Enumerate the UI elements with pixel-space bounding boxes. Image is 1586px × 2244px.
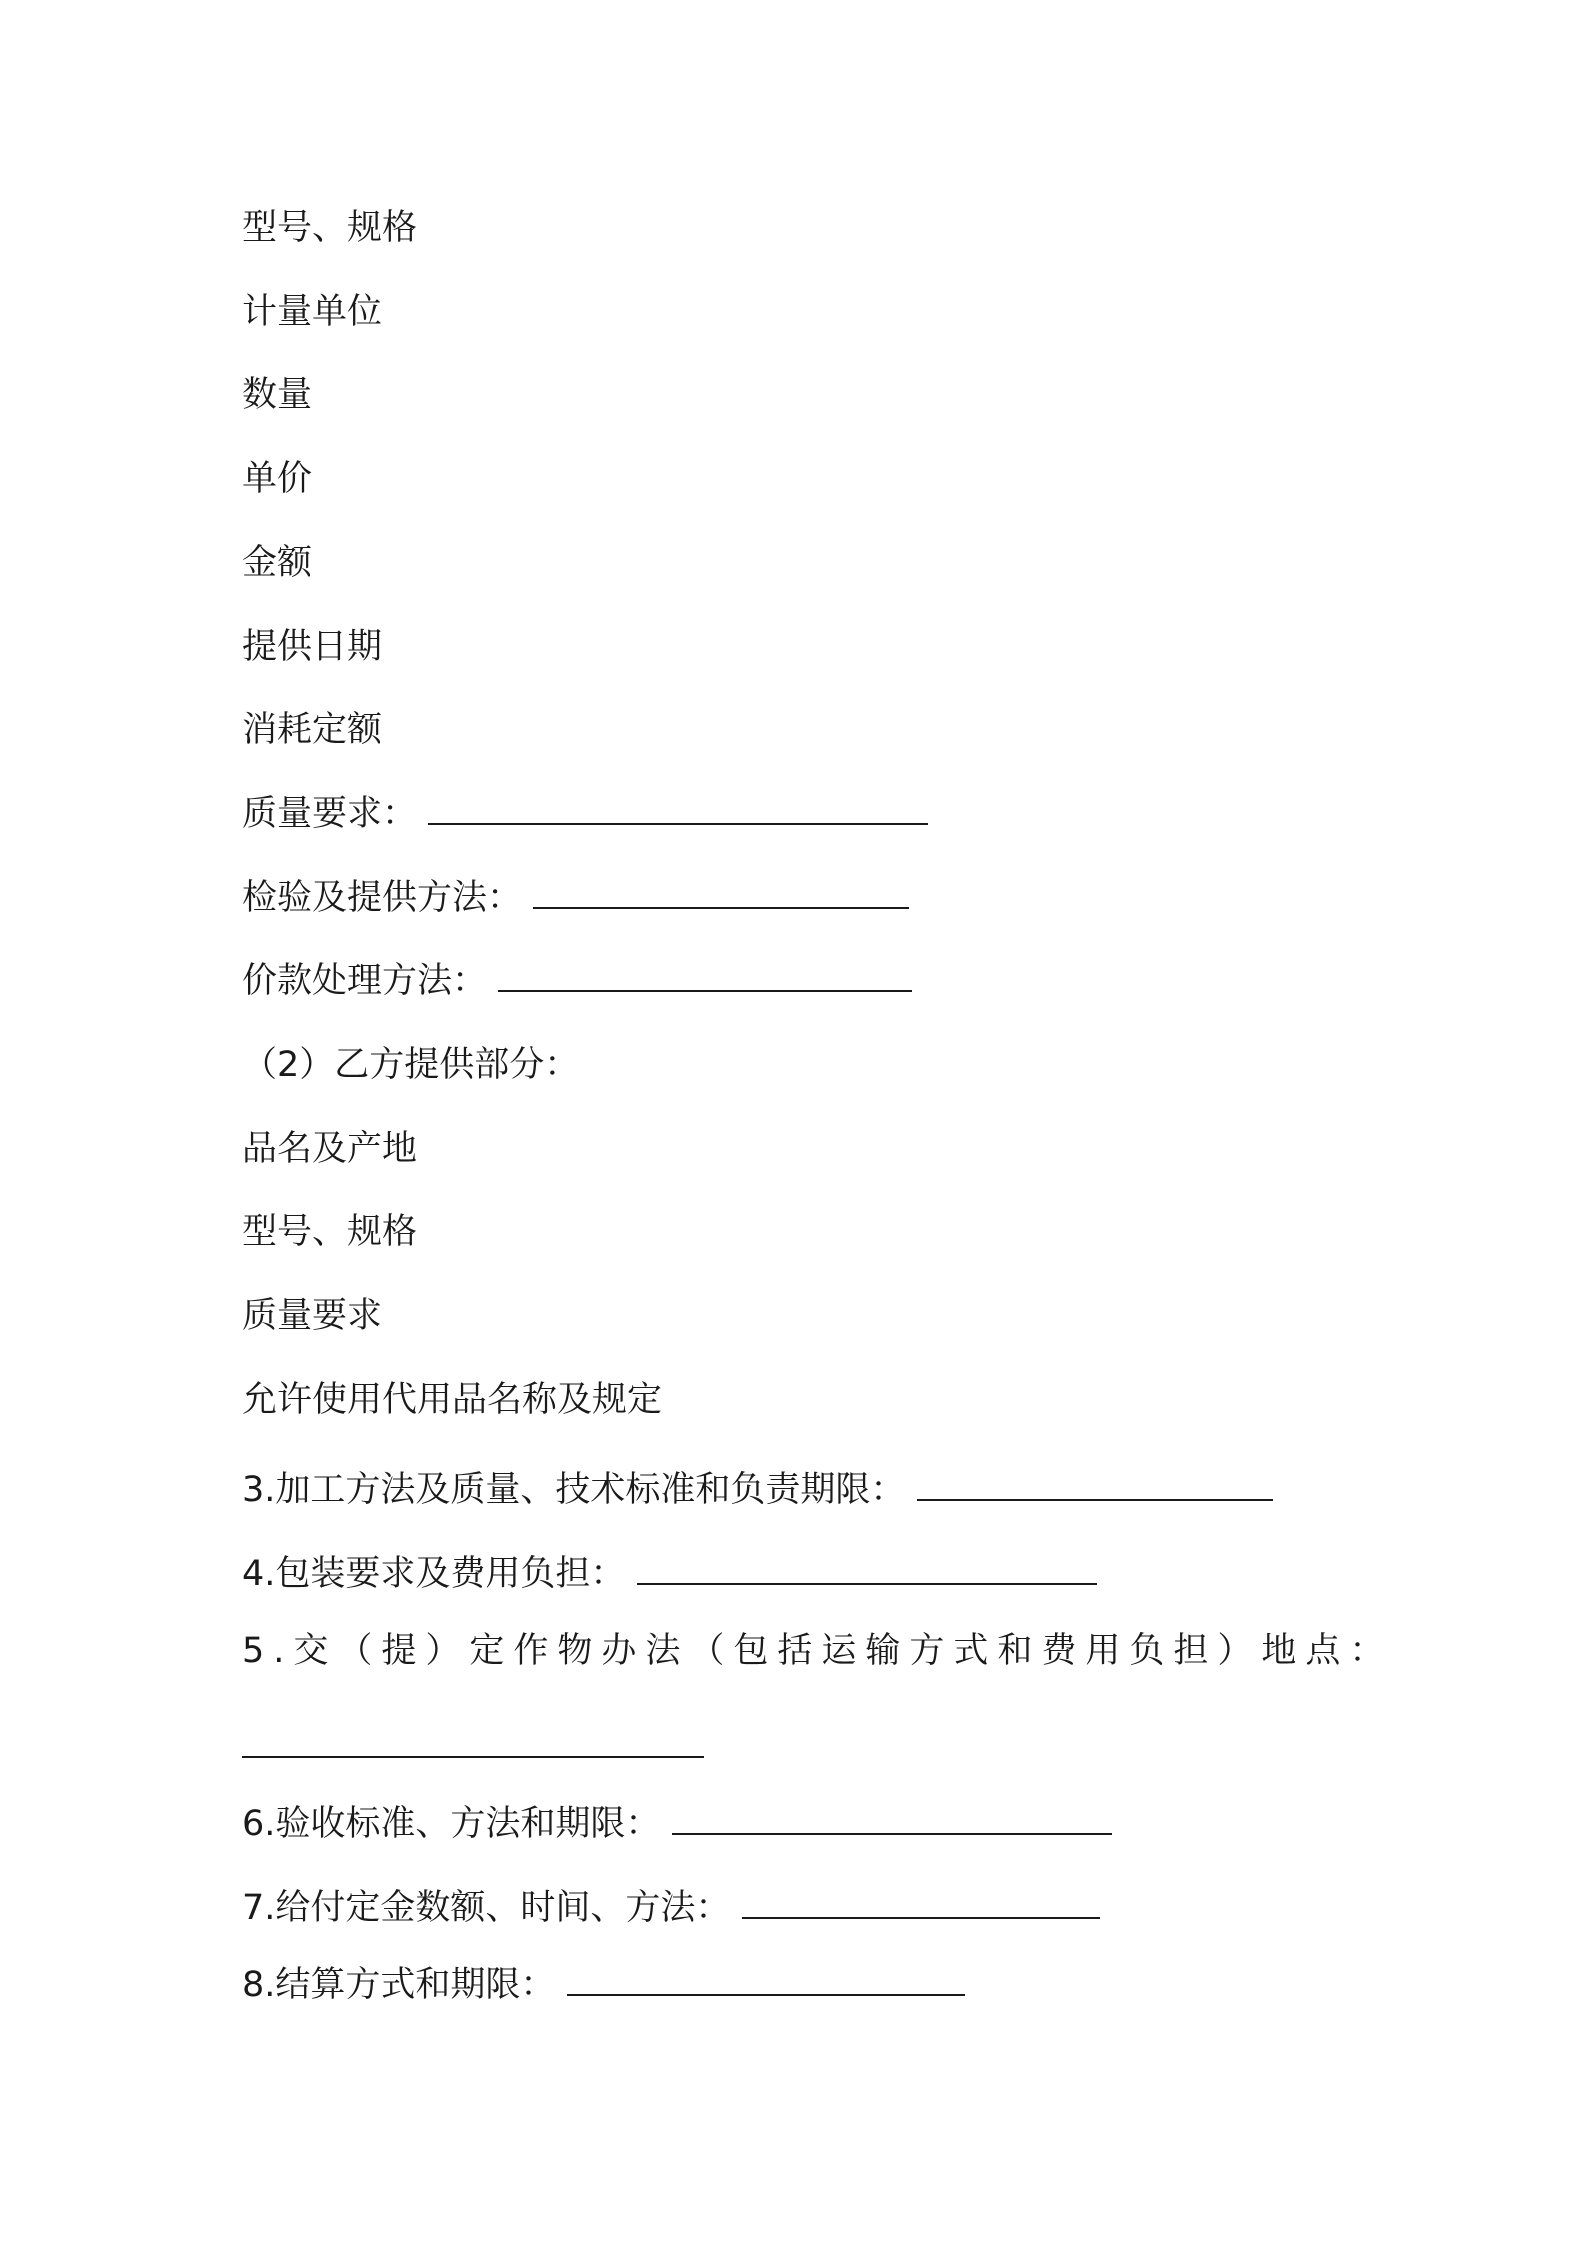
line-text: 3.加工方法及质量、技术标准和负责期限： (242, 1470, 906, 1510)
fill-in-blank[interactable] (637, 1553, 1097, 1585)
line-amount (242, 541, 312, 585)
fill-in-blank[interactable] (242, 1726, 704, 1758)
line-text: 数量 (242, 375, 313, 415)
line-substitute-rules (242, 1378, 662, 1422)
line-item-5-blank (242, 1725, 704, 1769)
line-model-spec-b (242, 1210, 417, 1254)
line-text: 5.交（提）定作物办法（包括运输方式和费用负担）地点： (242, 1631, 1394, 1671)
line-text: 单价 (242, 459, 313, 499)
fill-in-blank[interactable] (498, 960, 912, 992)
fill-in-blank[interactable] (567, 1964, 965, 1996)
line-text: 品名及产地 (242, 1129, 418, 1169)
line-quality-requirement-b (242, 1294, 382, 1338)
line-quality-requirement-a (242, 792, 928, 836)
fill-in-blank[interactable] (428, 793, 928, 825)
line-text: 提供日期 (242, 627, 383, 667)
line-item-6 (242, 1802, 1112, 1846)
line-text: 金额 (242, 543, 313, 583)
line-payment-handling (242, 959, 912, 1003)
line-item-3 (242, 1468, 1273, 1512)
fill-in-blank[interactable] (533, 877, 909, 909)
line-item-4 (242, 1552, 1097, 1596)
line-text: 6.验收标准、方法和期限： (242, 1804, 661, 1844)
line-text: 型号、规格 (242, 208, 418, 248)
line-text: 质量要求： (242, 794, 418, 834)
line-party-b-section (242, 1043, 579, 1087)
line-consumption-quota (242, 708, 382, 752)
line-text: 7.给付定金数额、时间、方法： (242, 1888, 731, 1928)
line-text: 允许使用代用品名称及规定 (242, 1380, 663, 1420)
line-name-origin (242, 1127, 417, 1171)
line-inspection-method (242, 876, 909, 920)
line-text: 价款处理方法： (242, 961, 488, 1001)
line-item-5 (242, 1629, 1393, 1673)
line-model-spec-a (242, 206, 417, 250)
line-text: （2）乙方提供部分： (242, 1045, 580, 1085)
line-text: 计量单位 (242, 292, 383, 332)
line-text: 型号、规格 (242, 1212, 418, 1252)
line-text: 4.包装要求及费用负担： (242, 1554, 626, 1594)
line-quantity (242, 373, 312, 417)
line-text: 8.结算方式和期限： (242, 1965, 556, 2005)
line-supply-date (242, 625, 382, 669)
line-unit (242, 290, 382, 334)
fill-in-blank[interactable] (917, 1469, 1273, 1501)
line-unit-price (242, 457, 312, 501)
line-text: 检验及提供方法： (242, 878, 523, 918)
fill-in-blank[interactable] (672, 1803, 1112, 1835)
line-item-7 (242, 1886, 1100, 1930)
line-item-8 (242, 1963, 965, 2007)
line-text: 消耗定额 (242, 710, 383, 750)
line-text: 质量要求 (242, 1296, 383, 1336)
fill-in-blank[interactable] (742, 1887, 1100, 1919)
